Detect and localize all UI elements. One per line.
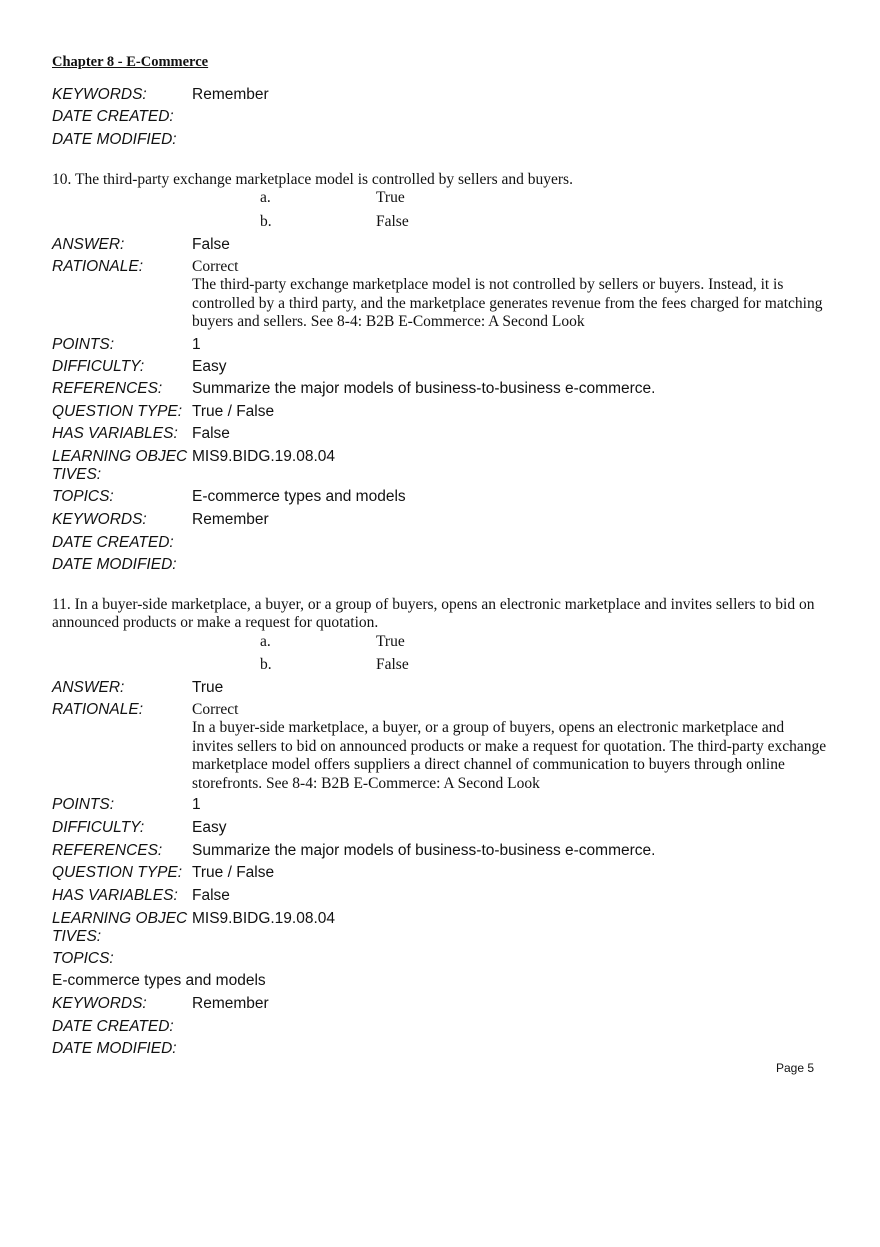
- keywords-value: Remember: [192, 511, 269, 528]
- keywords-label: KEYWORDS:: [52, 995, 147, 1012]
- question-type-value: True / False: [192, 403, 275, 420]
- rationale-text: [192, 258, 827, 332]
- learning-objectives-label: LEARNING OBJECTIVES:: [52, 448, 188, 483]
- topics-label: TOPICS:: [52, 950, 114, 967]
- option-letter: b.: [260, 656, 272, 673]
- learning-objectives-value: MIS9.BIDG.19.08.04: [192, 910, 336, 927]
- difficulty-label: DIFFICULTY:: [52, 819, 145, 836]
- rationale-label: RATIONALE:: [52, 258, 144, 275]
- keywords-label: KEYWORDS:: [52, 86, 147, 103]
- topics-value: E-commerce types and models: [192, 488, 406, 505]
- points-label: POINTS:: [52, 336, 115, 353]
- rationale-label: RATIONALE:: [52, 701, 144, 718]
- page-number: Page 5: [776, 1061, 815, 1075]
- option-letter: b.: [260, 213, 272, 230]
- date-modified-label: DATE MODIFIED:: [52, 556, 177, 573]
- question-type-label: QUESTION TYPE:: [52, 403, 183, 420]
- has-variables-value: False: [192, 887, 230, 904]
- learning-objectives-label: LEARNING OBJECTIVES:: [52, 910, 188, 945]
- question-stem: 11. In a buyer-side marketplace, a buyer, or a group of buyers, opens an electronic marketplace and invites sellers to bid on announced products or make a request for quotation.: [52, 596, 815, 631]
- points-label: POINTS:: [52, 796, 115, 813]
- difficulty-value: Easy: [192, 819, 227, 836]
- question-stem: 10. The third-party exchange marketplace model is controlled by sellers and buyers.: [52, 171, 573, 188]
- references-value: Summarize the major models of business-to-business e-commerce.: [192, 380, 656, 397]
- answer-label: ANSWER:: [52, 236, 125, 253]
- option-text: False: [376, 656, 409, 673]
- rationale-body: In a buyer-side marketplace, a buyer, or a group of buyers, opens an electronic marketplace and invites sellers to bid on announced products or make a request for quotation. The third-party exchange marketplace model offers suppliers a direct channel of communication to buyers through online storefronts. See 8-4: B2B E-Commerce: A Second Look: [192, 719, 827, 792]
- question-type-label: QUESTION TYPE:: [52, 864, 183, 881]
- difficulty-value: Easy: [192, 358, 227, 375]
- references-label: REFERENCES:: [52, 380, 163, 397]
- points-value: 1: [192, 336, 201, 353]
- keywords-value: Remember: [192, 995, 269, 1012]
- date-created-label: DATE CREATED:: [52, 108, 174, 125]
- option-letter: a.: [260, 633, 271, 650]
- has-variables-label: HAS VARIABLES:: [52, 887, 178, 904]
- option-text: True: [376, 189, 405, 206]
- has-variables-label: HAS VARIABLES:: [52, 425, 178, 442]
- points-value: 1: [192, 796, 201, 813]
- date-created-label: DATE CREATED:: [52, 534, 174, 551]
- topics-value: E-commerce types and models: [52, 972, 266, 989]
- rationale-head: Correct: [192, 701, 239, 718]
- answer-label: ANSWER:: [52, 679, 125, 696]
- learning-objectives-value: MIS9.BIDG.19.08.04: [192, 448, 336, 465]
- rationale-head: Correct: [192, 258, 239, 275]
- answer-value: False: [192, 236, 230, 253]
- answer-value: True: [192, 679, 224, 696]
- rationale-body: The third-party exchange marketplace model is not controlled by sellers or buyers. Instead, it is controlled by a third party, and the marketplace generates revenue from the fees charged for matching buyers and sellers. See 8-4: B2B E-Commerce: A Second Look: [192, 276, 823, 331]
- topics-label: TOPICS:: [52, 488, 114, 505]
- has-variables-value: False: [192, 425, 230, 442]
- option-letter: a.: [260, 189, 271, 206]
- references-label: REFERENCES:: [52, 842, 163, 859]
- difficulty-label: DIFFICULTY:: [52, 358, 145, 375]
- references-value: Summarize the major models of business-to-business e-commerce.: [192, 842, 656, 859]
- rationale-text: [192, 701, 827, 793]
- date-modified-label: DATE MODIFIED:: [52, 1040, 177, 1057]
- question-type-value: True / False: [192, 864, 275, 881]
- option-text: False: [376, 213, 409, 230]
- option-text: True: [376, 633, 405, 650]
- keywords-value: Remember: [192, 86, 269, 103]
- date-modified-label: DATE MODIFIED:: [52, 131, 177, 148]
- date-created-label: DATE CREATED:: [52, 1018, 174, 1035]
- chapter-title: Chapter 8 - E-Commerce: [52, 54, 209, 70]
- keywords-label: KEYWORDS:: [52, 511, 147, 528]
